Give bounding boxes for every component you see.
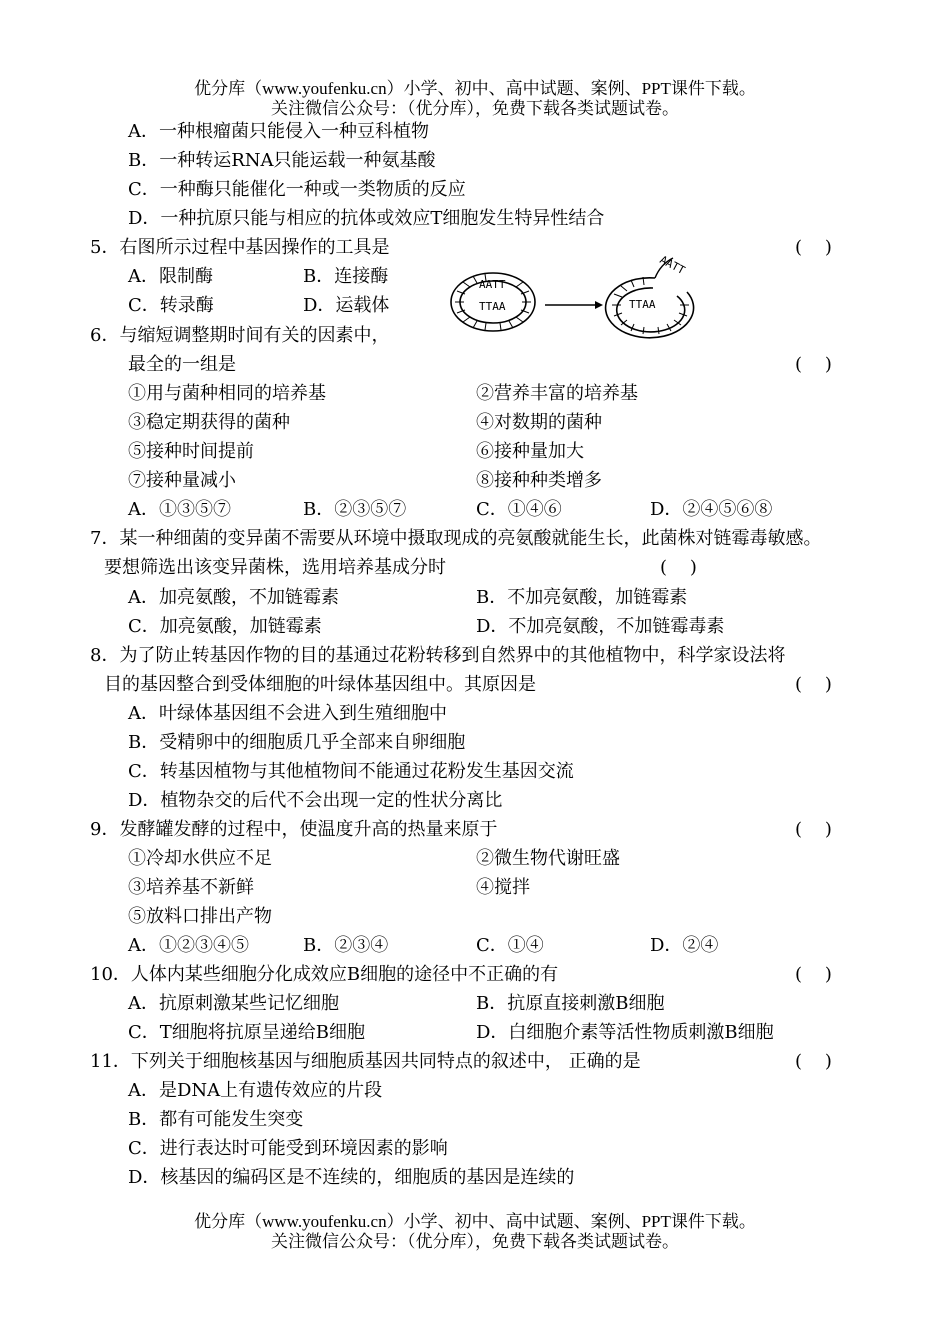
- q10-option-a: A．抗原刺激某些记忆细胞: [128, 993, 339, 1014]
- q6-item-4: ④对数期的菌种: [476, 412, 602, 433]
- fig-right-tail-seq: AATT: [657, 253, 688, 278]
- q6-item-1: ①用与菌种相同的培养基: [128, 383, 326, 404]
- q11-answer-paren: ( ): [795, 1051, 832, 1072]
- plasmid-right: [606, 253, 694, 338]
- header-line-1: 优分库（www.youfenku.cn）小学、初中、高中试题、案例、PPT课件下载。: [194, 79, 756, 98]
- q6-item-2: ②营养丰富的培养基: [476, 383, 638, 404]
- q8-option-b: B．受精卵中的细胞质几乎全部来自卵细胞: [128, 732, 466, 753]
- q7-option-b: B．不加亮氨酸，加链霉素: [476, 587, 688, 608]
- q4-option-b: B．一种转运RNA只能运载一种氨基酸: [128, 150, 436, 171]
- q10-option-c: C．T细胞将抗原呈递给B细胞: [128, 1022, 366, 1043]
- q6-item-5: ⑤接种时间提前: [128, 441, 254, 462]
- q11-option-c: C．进行表达时可能受到环境因素的影响: [128, 1138, 448, 1159]
- q8-option-a: A．叶绿体基因组不会进入到生殖细胞中: [128, 703, 447, 724]
- fig-left-bottom-seq: TTAA: [479, 300, 506, 313]
- q6-answer-paren: ( ): [795, 354, 832, 375]
- plasmid-figure: [445, 248, 715, 340]
- q7-option-c: C．加亮氨酸，加链霉素: [128, 616, 322, 637]
- q9-item-2: ②微生物代谢旺盛: [476, 848, 620, 869]
- q11-option-a: A．是DNA上有遗传效应的片段: [128, 1080, 383, 1101]
- q9-item-4: ④搅拌: [476, 877, 530, 898]
- q9-stem: 9．发酵罐发酵的过程中，使温度升高的热量来原于: [90, 819, 498, 840]
- q6-option-a: A．①③⑤⑦: [128, 499, 231, 520]
- q7-option-d: D．不加亮氨酸，不加链霉毒素: [476, 616, 725, 637]
- process-arrow: [545, 301, 603, 309]
- q7-answer-paren: ( ): [660, 557, 697, 578]
- q9-option-d: D．②④: [650, 935, 719, 956]
- q7-stem-line-1: 7．某一种细菌的变异菌不需要从环境中摄取现成的亮氨酸就能生长，此菌株对链霉毒敏感。: [90, 528, 822, 549]
- q6-item-8: ⑧接种种类增多: [476, 470, 602, 491]
- fig-left-top-seq: AATT: [479, 278, 506, 291]
- q11-stem: 11．下列关于细胞核基因与细胞质基因共同特点的叙述中， 正确的是: [90, 1051, 641, 1072]
- q5-answer-paren: ( ): [795, 237, 832, 258]
- footer-line-2: 关注微信公众号：（优分库），免费下载各类试题试卷。: [271, 1232, 679, 1251]
- q10-answer-paren: ( ): [795, 964, 832, 985]
- q6-stem-line-1: 6．与缩短调整期时间有关的因素中，: [90, 325, 390, 346]
- q8-answer-paren: ( ): [795, 674, 832, 695]
- q9-option-a: A．①②③④⑤: [128, 935, 249, 956]
- q9-item-5: ⑤放料口排出产物: [128, 906, 272, 927]
- q6-item-6: ⑥接种量加大: [476, 441, 584, 462]
- q9-answer-paren: ( ): [795, 819, 832, 840]
- q8-stem-line-1: 8．为了防止转基因作物的目的基通过花粉转移到自然界中的其他植物中，科学家设法将: [90, 645, 786, 666]
- q5-stem: 5．右图所示过程中基因操作的工具是: [90, 237, 390, 258]
- q5-option-a: A．限制酶: [128, 266, 213, 287]
- q10-option-b: B．抗原直接刺激B细胞: [476, 993, 665, 1014]
- q6-item-3: ③稳定期获得的菌种: [128, 412, 290, 433]
- q10-stem: 10．人体内某些细胞分化成效应B细胞的途径中不正确的有: [90, 964, 559, 985]
- q8-option-c: C．转基因植物与其他植物间不能通过花粉发生基因交流: [128, 761, 574, 782]
- q9-option-b: B．②③④: [303, 935, 389, 956]
- q9-option-c: C．①④: [476, 935, 544, 956]
- q4-option-a: A．一种根瘤菌只能侵入一种豆科植物: [128, 121, 429, 142]
- q8-stem-line-2: 目的基因整合到受体细胞的叶绿体基因组中。其原因是: [104, 674, 536, 695]
- q7-stem-line-2: 要想筛选出该变异菌株，选用培养基成分时: [104, 557, 446, 578]
- q4-option-d: D．一种抗原只能与相应的抗体或效应T细胞发生特异性结合: [128, 208, 605, 229]
- q6-option-d: D．②④⑤⑥⑧: [650, 499, 773, 520]
- q9-item-1: ①冷却水供应不足: [128, 848, 272, 869]
- q5-option-d: D．运载体: [303, 295, 390, 316]
- q6-stem-line-2: 最全的一组是: [128, 354, 236, 375]
- q11-option-b: B．都有可能发生突变: [128, 1109, 304, 1130]
- q9-item-3: ③培养基不新鲜: [128, 877, 254, 898]
- q6-option-b: B．②③⑤⑦: [303, 499, 407, 520]
- q5-option-b: B．连接酶: [303, 266, 389, 287]
- q6-item-7: ⑦接种量减小: [128, 470, 236, 491]
- fig-right-inner-seq: TTAA: [629, 298, 656, 311]
- q8-option-d: D．植物杂交的后代不会出现一定的性状分离比: [128, 790, 503, 811]
- q11-option-d: D．核基因的编码区是不连续的，细胞质的基因是连续的: [128, 1167, 575, 1188]
- q7-option-a: A．加亮氨酸，不加链霉素: [128, 587, 339, 608]
- q4-option-c: C．一种酶只能催化一种或一类物质的反应: [128, 179, 466, 200]
- q5-option-c: C．转录酶: [128, 295, 214, 316]
- footer-line-1: 优分库（www.youfenku.cn）小学、初中、高中试题、案例、PPT课件下载。: [194, 1212, 756, 1231]
- plasmid-left: [451, 273, 535, 331]
- header-line-2: 关注微信公众号：（优分库），免费下载各类试题试卷。: [271, 99, 679, 118]
- q6-option-c: C．①④⑥: [476, 499, 562, 520]
- q10-option-d: D．白细胞介素等活性物质刺激B细胞: [476, 1022, 774, 1043]
